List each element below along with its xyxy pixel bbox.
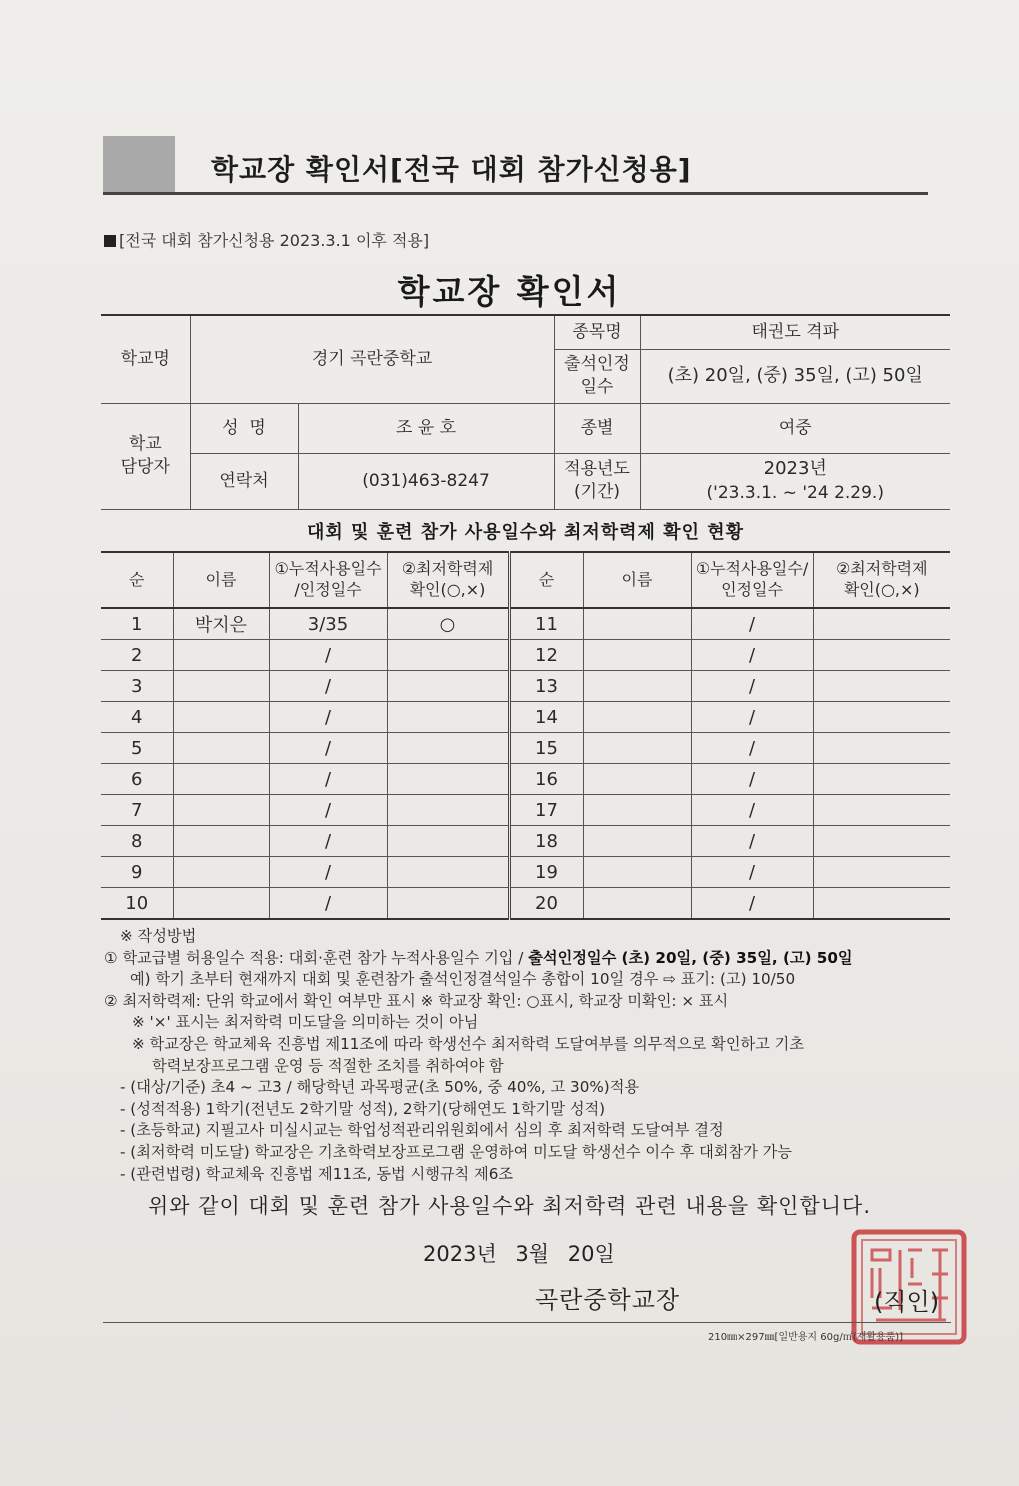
- header-no-right: 순: [509, 552, 583, 608]
- note-1: [104, 948, 954, 970]
- row-days-right: /: [691, 795, 813, 826]
- row-name-right: [583, 733, 691, 764]
- manager-label-line2: 담당자: [120, 457, 170, 477]
- banner-gray-block: [103, 136, 175, 194]
- document-title: 학교장 확인서: [397, 272, 622, 311]
- table-row: [101, 671, 950, 702]
- row-number-right: 15: [509, 733, 583, 764]
- manager-label-line1: 학교: [128, 434, 162, 455]
- row-check-left: [387, 733, 509, 764]
- row-days-left: /: [269, 671, 387, 702]
- row-name-right: [583, 640, 691, 671]
- row-check-right: [813, 702, 950, 733]
- detail-5: - (관련법령) 학교체육 진흥법 제11조, 동법 시행규칙 제6조: [120, 1164, 514, 1183]
- row-days-right: /: [691, 857, 813, 888]
- header-check-right: [813, 552, 950, 608]
- table-row: [101, 826, 950, 857]
- detail-1: - (대상/기준) 초4 ~ 고3 / 해당학년 과목평균(초 50%, 중 40%, 고 30%)적용: [120, 1078, 640, 1097]
- row-number-right: 13: [509, 671, 583, 702]
- manager-label: [101, 403, 190, 509]
- header-days-left: [269, 552, 387, 608]
- row-name-right: [583, 764, 691, 795]
- row-days-right: /: [691, 826, 813, 857]
- note-2a: ※ '×' 표시는 최저학력 미도달을 의미하는 것이 아님: [132, 1013, 479, 1032]
- row-number-right: 14: [509, 702, 583, 733]
- row-days-right: /: [691, 764, 813, 795]
- row-check-left: [387, 702, 509, 733]
- row-days-right: /: [691, 608, 813, 640]
- header-name-right: 이름: [583, 552, 691, 608]
- detail-4: - (최저학력 미도달) 학교장은 기초학력보장프로그램 운영하여 미도달 학생선수 이수 후 대회참가 가능: [120, 1142, 792, 1161]
- row-number-right: 18: [509, 826, 583, 857]
- row-check-left: [387, 888, 509, 920]
- row-name-left: [173, 888, 269, 920]
- row-number-left: 2: [101, 640, 173, 671]
- header-days-right-line2: 인정일수: [721, 580, 783, 599]
- note-1-bold: 출석인정일수 (초) 20일, (중) 35일, (고) 50일: [528, 948, 853, 967]
- header-no-left: 순: [101, 552, 173, 608]
- detail-3: - (초등학교) 지필고사 미실시교는 학업성적관리위원회에서 심의 후 최저학력 도달여부 결정: [120, 1121, 724, 1140]
- subnote-text: [전국 대회 참가신청용 2023.3.1 이후 적용]: [119, 231, 430, 250]
- row-number-right: 11: [509, 608, 583, 640]
- row-check-right: [813, 608, 950, 640]
- row-days-left: /: [269, 764, 387, 795]
- table-row: [101, 795, 950, 826]
- row-name-left: [173, 671, 269, 702]
- attendance-value: (초) 20일, (중) 35일, (고) 50일: [640, 349, 950, 403]
- header-days-left-line1: ①누적사용일수: [274, 559, 382, 579]
- table-row: [101, 857, 950, 888]
- row-days-left: /: [269, 857, 387, 888]
- row-days-right: /: [691, 888, 813, 920]
- section-title: 대회 및 훈련 참가 사용일수와 최저학력제 확인 현황: [306, 522, 744, 543]
- event-label: 종목명: [554, 315, 640, 349]
- school-name-value: 경기 곡란중학교: [190, 315, 554, 403]
- header-days-right: [691, 552, 813, 608]
- header-name-left: 이름: [173, 552, 269, 608]
- row-days-right: /: [691, 640, 813, 671]
- note-1-text: ① 학교급별 허용일수 적용: 대회·훈련 참가 누적사용일수 기입 /: [104, 948, 529, 967]
- row-name-left: [173, 640, 269, 671]
- banner-rule: [103, 192, 928, 195]
- table-row: [101, 888, 950, 920]
- row-name-right: [583, 826, 691, 857]
- row-check-right: [813, 640, 950, 671]
- attendance-label: [554, 349, 640, 403]
- note-2b: ※ 학교장은 학교체육 진흥법 제11조에 따라 학생선수 최저학력 도달여부를 의무적으로 확인하고 기초: [132, 1034, 805, 1053]
- row-number-left: 7: [101, 795, 173, 826]
- square-bullet-icon: [104, 235, 116, 247]
- row-check-left: [387, 826, 509, 857]
- row-number-left: 4: [101, 702, 173, 733]
- row-check-right: [813, 888, 950, 920]
- confirmation-statement: 위와 같이 대회 및 훈련 참가 사용일수와 최저학력 관련 내용을 확인합니다.: [147, 1194, 871, 1218]
- banner-title: 학교장 확인서[전국 대회 참가신청용]: [211, 153, 692, 186]
- row-number-left: 6: [101, 764, 173, 795]
- name-label: 성 명: [190, 403, 298, 453]
- table-row: [101, 640, 950, 671]
- row-name-right: [583, 795, 691, 826]
- category-value: 여중: [640, 403, 950, 453]
- row-number-right: 12: [509, 640, 583, 671]
- row-days-left: /: [269, 733, 387, 764]
- row-name-right: [583, 608, 691, 640]
- row-name-right: [583, 857, 691, 888]
- row-check-right: [813, 857, 950, 888]
- row-number-left: 1: [101, 608, 173, 640]
- contact-label: 연락처: [190, 453, 298, 509]
- category-label: 종별: [554, 403, 640, 453]
- row-number-left: 8: [101, 826, 173, 857]
- year-value-line1: 2023년: [763, 458, 827, 480]
- row-check-left: ○: [387, 608, 509, 640]
- row-name-left: [173, 764, 269, 795]
- row-check-left: [387, 764, 509, 795]
- row-days-right: /: [691, 733, 813, 764]
- header-check-right-line2: 확인(○,×): [843, 580, 920, 599]
- attendance-label-line1: 출석인정: [564, 354, 630, 375]
- header-days-left-line2: /인정일수: [294, 580, 362, 599]
- year-value: [640, 453, 950, 509]
- row-name-left: 박지은: [173, 608, 269, 640]
- row-name-left: [173, 702, 269, 733]
- row-check-left: [387, 640, 509, 671]
- note-2c: 학력보장프로그램 운영 등 적절한 조치를 취하여야 함: [152, 1056, 504, 1075]
- table-row: [101, 764, 950, 795]
- row-number-right: 20: [509, 888, 583, 920]
- row-number-left: 10: [101, 888, 173, 920]
- header-check-left-line2: 확인(○,×): [409, 580, 486, 599]
- year-label: [554, 453, 640, 509]
- participation-table: [101, 551, 950, 920]
- row-check-right: [813, 733, 950, 764]
- row-number-right: 16: [509, 764, 583, 795]
- note-2: ② 최저학력제: 단위 학교에서 확인 여부만 표시 ※ 학교장 확인: ○표시, 학교장 미확인: × 표시: [104, 991, 729, 1010]
- row-check-left: [387, 857, 509, 888]
- row-check-right: [813, 795, 950, 826]
- row-days-right: /: [691, 671, 813, 702]
- attendance-label-line2: 일수: [580, 377, 614, 397]
- detail-2: - (성적적용) 1학기(전년도 2학기말 성적), 2학기(당해연도 1학기말 성적): [120, 1099, 606, 1118]
- instructions: [104, 926, 954, 1185]
- row-days-left: /: [269, 888, 387, 920]
- row-name-left: [173, 857, 269, 888]
- issue-date: 2023년 3월 20일: [423, 1242, 615, 1266]
- table-row: [101, 733, 950, 764]
- row-name-right: [583, 671, 691, 702]
- principal-title: 곡란중학교장: [535, 1286, 681, 1314]
- row-days-left: /: [269, 826, 387, 857]
- year-label-line1: 적용년도: [564, 459, 630, 480]
- row-name-left: [173, 795, 269, 826]
- header-days-right-line1: ①누적사용일수/: [695, 559, 809, 579]
- row-days-left: /: [269, 702, 387, 733]
- row-check-left: [387, 795, 509, 826]
- row-number-right: 19: [509, 857, 583, 888]
- header-check-right-line1: ②최저학력제: [835, 559, 928, 579]
- row-number-left: 3: [101, 671, 173, 702]
- row-check-left: [387, 671, 509, 702]
- contact-value: (031)463-8247: [298, 453, 554, 509]
- event-value: 태권도 격파: [640, 315, 950, 349]
- header-check-left-line1: ②최저학력제: [401, 559, 494, 579]
- row-days-left: 3/35: [269, 608, 387, 640]
- row-name-right: [583, 888, 691, 920]
- row-number-right: 17: [509, 795, 583, 826]
- note-1-example: 예) 학기 초부터 현재까지 대회 및 훈련참가 출석인정결석일수 총합이 10일 경우 ⇨ 표기: (고) 10/50: [130, 970, 796, 989]
- school-info-table: [101, 314, 950, 510]
- row-name-right: [583, 702, 691, 733]
- table-row: [101, 702, 950, 733]
- row-name-left: [173, 826, 269, 857]
- seal-label: (직인): [874, 1288, 940, 1316]
- row-check-right: [813, 764, 950, 795]
- name-value: 조 윤 호: [298, 403, 554, 453]
- header-banner: [103, 136, 928, 196]
- row-check-right: [813, 826, 950, 857]
- row-days-left: /: [269, 640, 387, 671]
- year-value-line2: ('23.3.1. ~ '24 2.29.): [706, 482, 884, 503]
- row-days-right: /: [691, 702, 813, 733]
- year-label-line2: (기간): [573, 482, 621, 502]
- row-check-right: [813, 671, 950, 702]
- paper-spec: 210㎜×297㎜[일반용지 60g/㎡(재활용품)]: [708, 1332, 904, 1343]
- form-subnote: [104, 228, 429, 251]
- row-number-left: 5: [101, 733, 173, 764]
- bottom-rule: [103, 1322, 951, 1323]
- table-row: [101, 608, 950, 640]
- row-name-left: [173, 733, 269, 764]
- row-days-left: /: [269, 795, 387, 826]
- header-check-left: [387, 552, 509, 608]
- notes-heading: ※ 작성방법: [120, 927, 197, 945]
- row-number-left: 9: [101, 857, 173, 888]
- school-name-label: 학교명: [101, 315, 190, 403]
